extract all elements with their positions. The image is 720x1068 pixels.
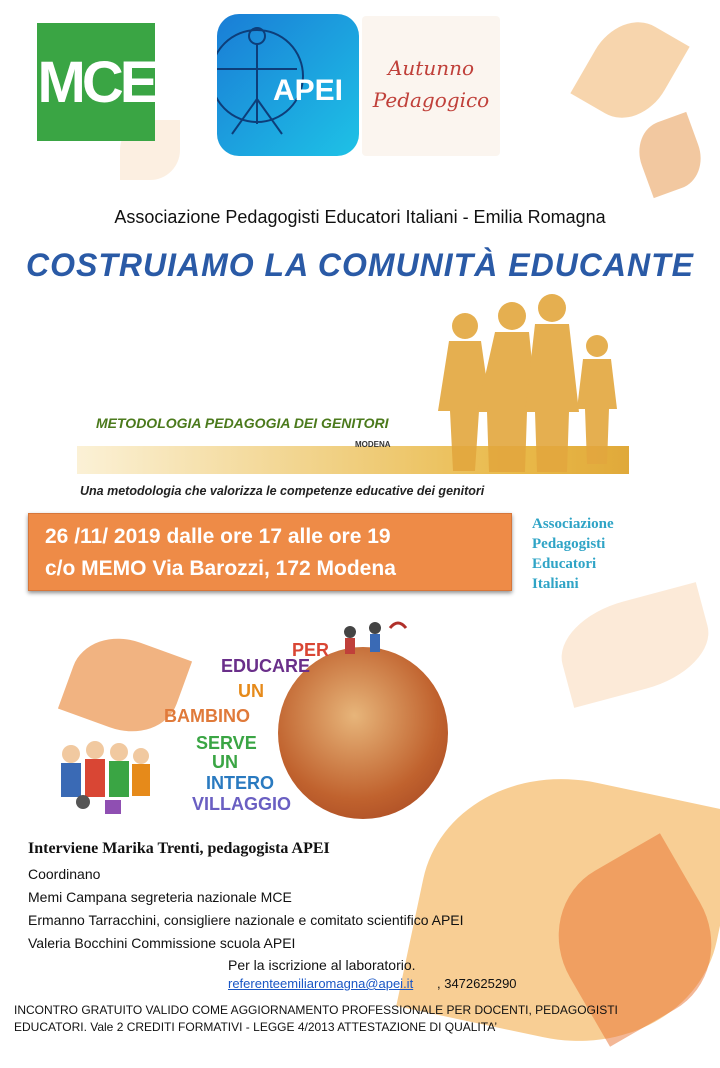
coordinano-label: Coordinano: [28, 866, 101, 882]
speaker-item: Memi Campana segreteria nazionale MCE: [28, 889, 292, 905]
pedagogico-text: Pedagogico: [372, 88, 490, 112]
registration-label: Per la iscrizione al laboratorio.: [228, 957, 416, 973]
apei-logo: [217, 14, 359, 156]
leaf-decoration: [58, 624, 192, 746]
tagline: Una metodologia che valorizza le competenze educative dei genitori: [80, 484, 485, 498]
village-word: INTERO: [206, 773, 275, 793]
side-association-line: Educatori: [532, 556, 597, 572]
village-word: PER: [292, 640, 330, 660]
apei-logo-text: APEI: [273, 74, 344, 107]
speaker-item: Ermanno Tarracchini, consigliere nazionale e comitato scientifico APEI: [28, 912, 464, 928]
footer-line: EDUCATORI. Vale 2 CREDITI FORMATIVI - LEGGE 4/2013 ATTESTAZIONE DI QUALITA’: [14, 1020, 497, 1034]
village-word: UN: [238, 681, 264, 701]
speaker-item: Valeria Bocchini Commissione scuola APEI: [28, 935, 296, 951]
banner-subtitle: MODENA: [355, 440, 391, 449]
autunno-pedagogico-logo: [362, 16, 500, 156]
village-word: UN: [212, 752, 238, 772]
autunno-text: Autunno: [387, 56, 475, 80]
event-date: 26 /11/ 2019 dalle ore 17 alle ore 19: [45, 525, 391, 548]
main-speaker: Interviene Marika Trenti, pedagogista APEI: [28, 840, 330, 857]
banner-title: METODOLOGIA PEDAGOGIA DEI GENITORI: [96, 415, 389, 431]
registration-email-link[interactable]: referenteemiliaromagna@apei.it: [228, 976, 414, 991]
association-header: Associazione Pedagogisti Educatori Italiani - Emilia Romagna: [114, 207, 606, 227]
side-association-label: [532, 514, 614, 594]
registration-phone: , 3472625290: [437, 976, 517, 991]
leaf-decoration: [630, 112, 710, 198]
family-silhouette-icon: [77, 286, 629, 474]
village-word: VILLAGGIO: [192, 794, 291, 814]
family-cartoon-icon: [53, 736, 157, 818]
side-association-line: Italiani: [532, 576, 579, 592]
leaf-decoration: [570, 7, 689, 134]
mce-logo: [37, 23, 155, 141]
event-date-box: [28, 513, 512, 591]
village-word: SERVE: [196, 733, 257, 753]
village-word: BAMBINO: [164, 706, 250, 726]
page-title: COSTRUIAMO LA COMUNITÀ EDUCANTE: [26, 247, 694, 283]
side-association-line: Pedagogisti: [532, 536, 606, 552]
leaf-decoration: [551, 582, 719, 708]
mce-logo-text: MCE: [37, 49, 155, 115]
event-venue: c/o MEMO Via Barozzi, 172 Modena: [45, 557, 396, 580]
village-word: EDUCARE: [221, 656, 311, 676]
footer-line: INCONTRO GRATUITO VALIDO COME AGGIORNAMENTO PROFESSIONALE PER DOCENTI, PEDAGOGISTI: [14, 1003, 618, 1017]
side-association-line: Associazione: [532, 516, 614, 532]
children-icon: [330, 618, 410, 658]
